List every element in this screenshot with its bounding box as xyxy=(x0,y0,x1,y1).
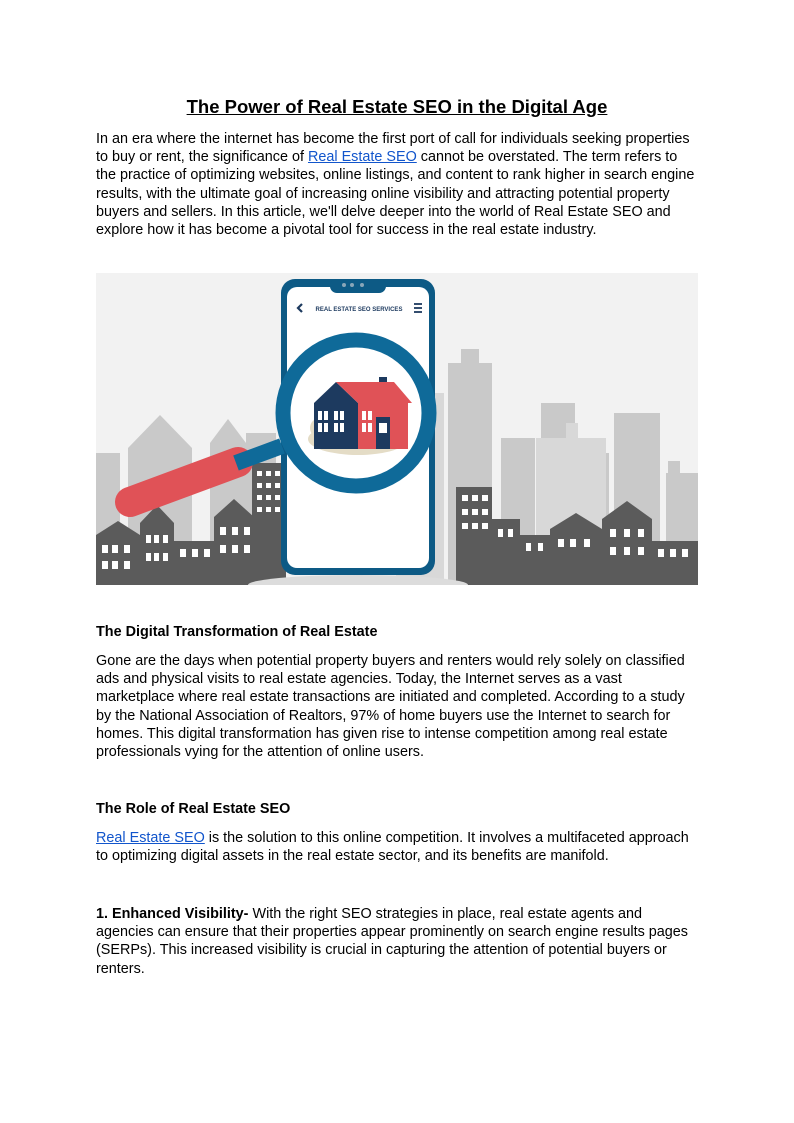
tall-building xyxy=(252,463,286,585)
phone-header-title: REAL ESTATE SEO SERVICES xyxy=(315,307,403,313)
role-of-seo-text: is the solution to this online competition. It involves a multifaceted approach to optimizing digital assets in the real estate sector, and its benefits are manifold. xyxy=(96,830,689,865)
real-estate-seo-link-2[interactable]: Real Estate SEO xyxy=(96,830,205,846)
section-heading-digital-transformation: The Digital Transformation of Real Estate xyxy=(96,624,378,640)
section-role-of-seo-body xyxy=(96,829,700,865)
real-estate-seo-link[interactable]: Real Estate SEO xyxy=(307,149,417,166)
page-title: The Power of Real Estate SEO in the Digital Age xyxy=(186,96,608,117)
point-enhanced-visibility xyxy=(96,905,700,978)
point-enhanced-visibility-label: 1. Enhanced Visibility- xyxy=(96,906,249,922)
real-estate-seo-illustration xyxy=(96,273,698,585)
intro-text-after-link: cannot be overstated. The term refers to the practice of optimizing websites, online listings, and content to rank higher in search engine results, with the ultimate goal of increasing online visibility and attracting potential property buyers and sellers. In this article, we'll delve deeper into the world of Real Estate SEO and explore how it has become a pivotal tool for success in the real estate industry. xyxy=(96,149,695,239)
intro-text-before-link: In an era where the internet has become the first port of call for individuals seeking properties to buy or rent, the significance of xyxy=(96,131,690,166)
phone-notch xyxy=(330,279,386,293)
point-enhanced-visibility-text: With the right SEO strategies in place, real estate agents and agencies can ensure that their properties appear prominently on search engine results pages (SERPs). This increased visibility is crucial in capturing the attention of potential buyers or renters. xyxy=(96,906,688,977)
section-heading-role-of-seo: The Role of Real Estate SEO xyxy=(96,801,291,817)
section-digital-transformation-body: Gone are the days when potential property buyers and renters would rely solely on classified ads and physical visits to real estate agencies. Today, the Internet serves as a vast marketplace where real estate transactions are initiated and completed. According to a study by the National Association of Realtors, 97% of home buyers use the Internet to search for homes. This digital transformation has given rise to intense competition among real estate professionals vying for the attention of online users. xyxy=(96,653,685,761)
hero-illustration xyxy=(96,273,698,585)
intro-paragraph xyxy=(96,130,700,239)
